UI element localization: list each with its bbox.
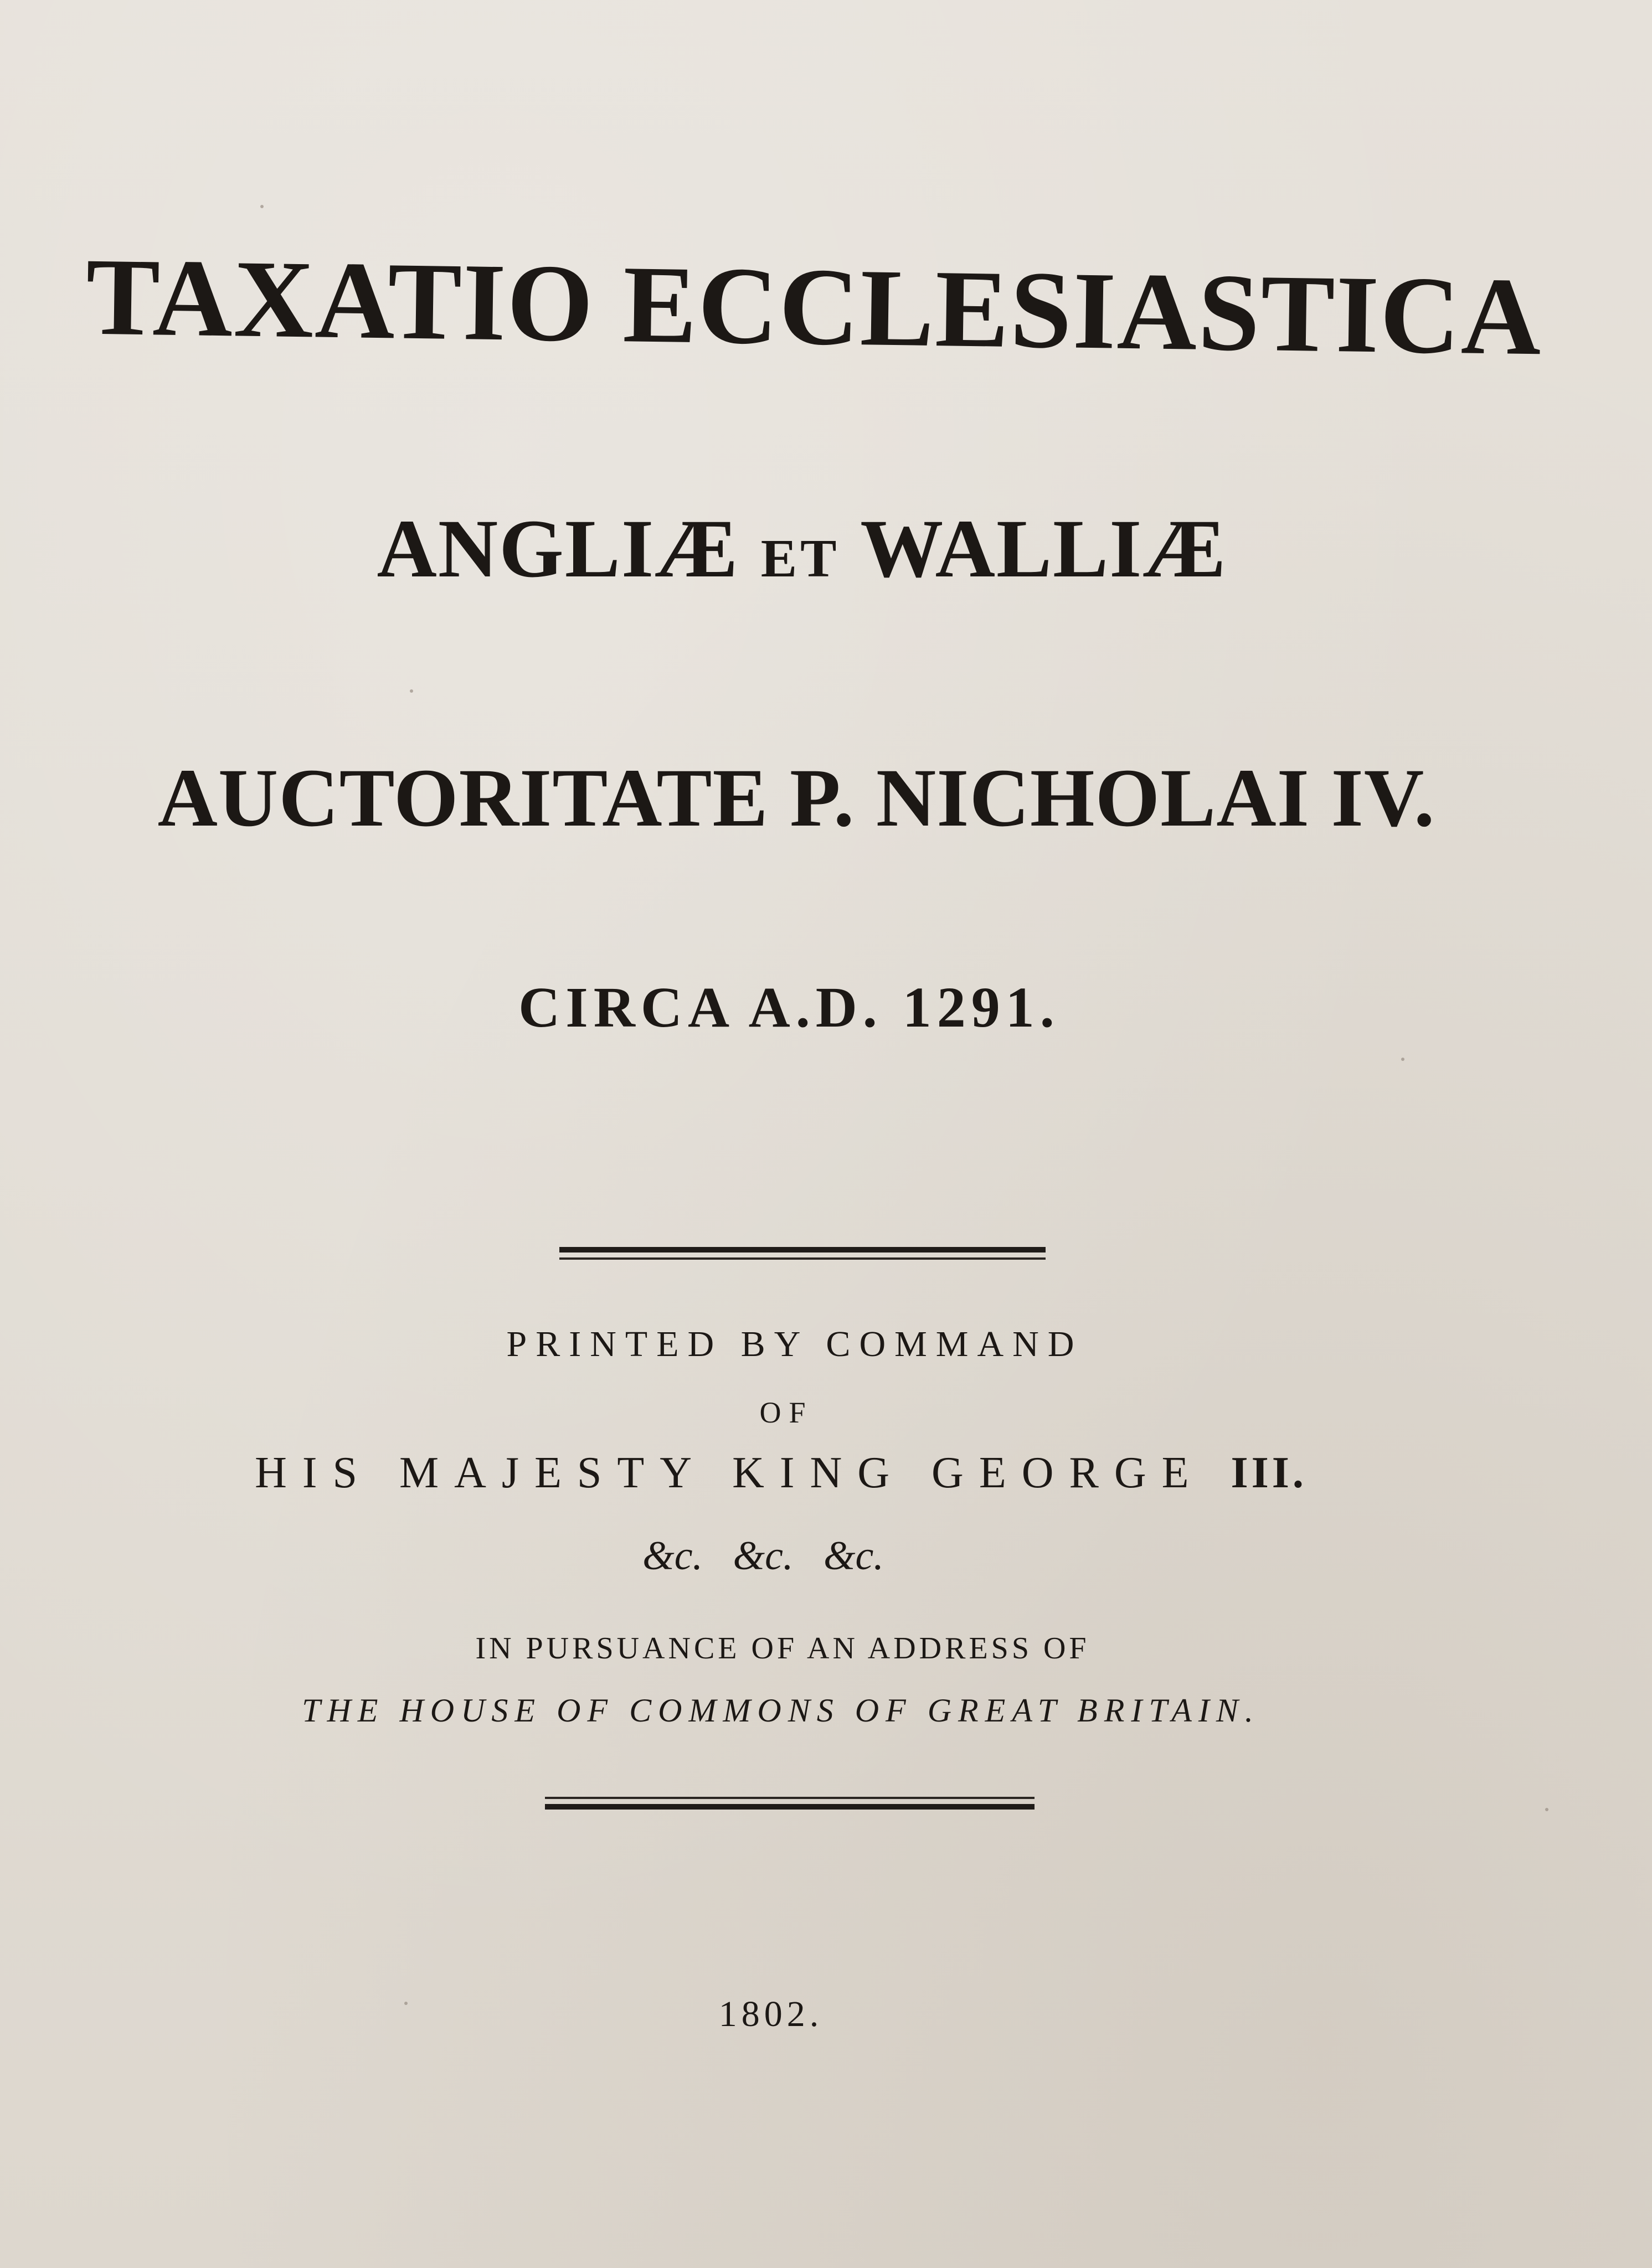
pursuance-line: IN PURSUANCE OF AN ADDRESS OF [475,1631,1090,1666]
publication-year: 1802. [718,1994,824,2034]
paper-speck [404,2002,408,2005]
document-subtitle [377,501,1227,596]
subtitle-wallia: WALLIÆ [860,503,1227,595]
of-line: OF [759,1396,814,1429]
paper-speck [1545,1808,1548,1811]
top-double-rule [559,1247,1046,1260]
subtitle-et: ET [760,529,840,589]
majesty-text: HIS MAJESTY KING GEORGE [255,1449,1205,1497]
majesty-numeral: III. [1231,1449,1307,1497]
document-title: TAXATIO ECCLESIASTICA [85,235,1543,379]
subtitle-anglia: ANGLIÆ [377,503,739,595]
circa-date: CIRCA A.D. 1291. [518,976,1060,1039]
paper-speck [260,205,264,208]
authority-line: AUCTORITATE P. NICHOLAI IV. [157,752,1435,844]
bottom-double-rule [545,1797,1035,1810]
printed-by-command: PRINTED BY COMMAND [506,1324,1083,1364]
paper-speck [1401,1058,1404,1061]
house-of-commons-line: THE HOUSE OF COMMONS OF GREAT BRITAIN. [302,1692,1260,1729]
majesty-line [255,1448,1307,1498]
etcetera-line: &c. &c. &c. [642,1533,884,1579]
paper-speck [410,689,413,693]
